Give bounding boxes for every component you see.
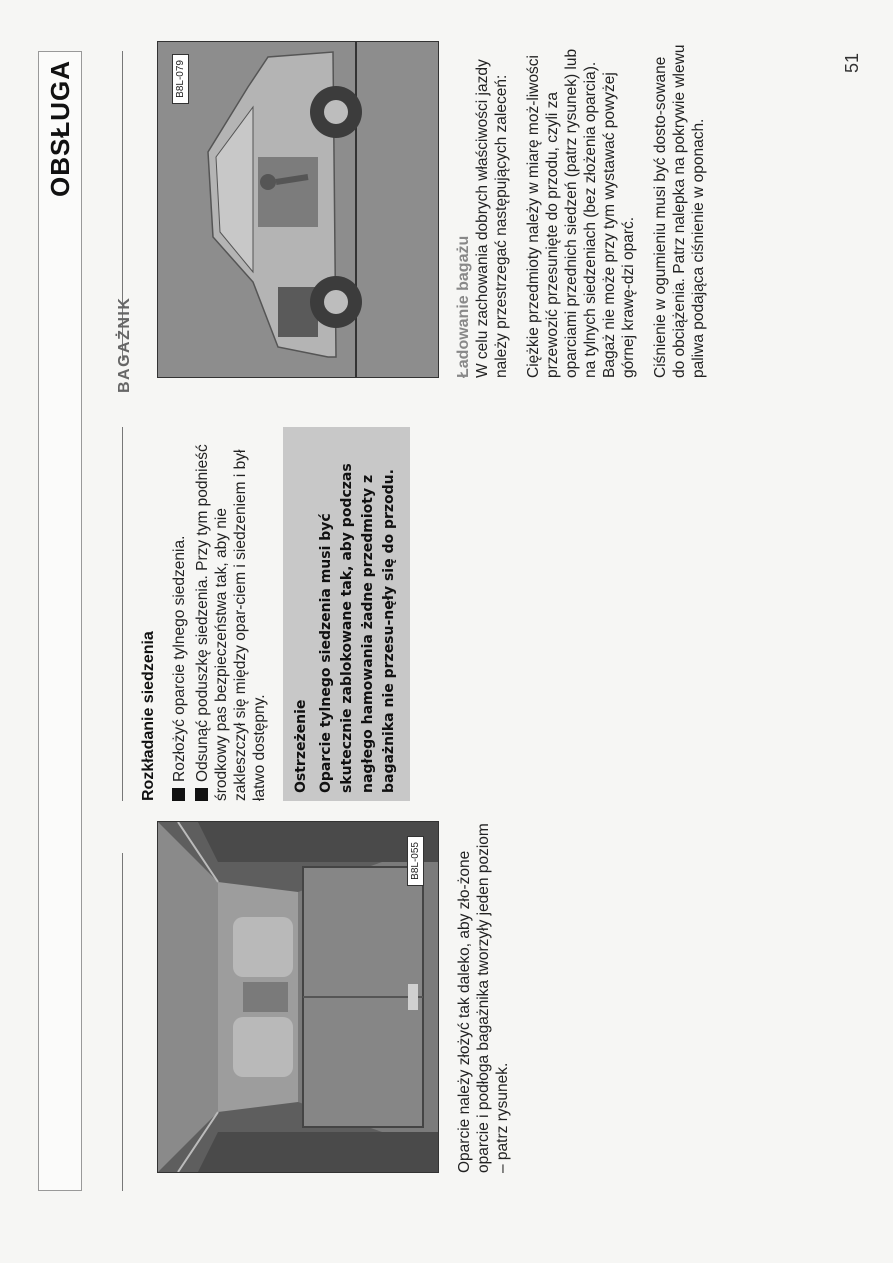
seat-unfolding-section <box>140 427 410 801</box>
section-heading: Rozkładanie siedzenia <box>140 631 157 801</box>
luggage-loading-section <box>455 38 721 378</box>
bullet-text: Odsunąć poduszkę siedzenia. Przy tym podnieść środkowy pas bezpieczeństwa tak, aby nie zakleszczył się między opar-ciem i siedzeniem i był łatwo dostępny. <box>194 444 268 801</box>
section-title: BAGAŻNIK <box>116 296 133 393</box>
bullet-text: Rozłożyć oparcie tylnego siedzenia. <box>171 535 188 782</box>
header-bar <box>38 51 82 1191</box>
bullet-item <box>193 427 269 801</box>
paragraph: Ciężkie przedmioty należy w miarę moż-liwości przewozić przesunięte do przodu, czyli za oparciami przednich siedzeń (patrz rysunek) lub na tylnych siedzeniach (bez złożenia oparcia). Bagaż nie może przy tym wystawać powyżej górnej krawę-dzi oparć. <box>525 48 637 378</box>
paragraph: Ciśnienie w ogumieniu musi być dosto-sowane do obciążenia. Patrz nalepka na pokrywie wlewu paliwa podająca ciśnienie w oponach. <box>652 44 707 378</box>
car-loading-illustration <box>158 42 438 377</box>
figure-label: B8L-079 <box>172 54 189 104</box>
paragraph: W celu zachowania dobrych właściwości jazdy należy przestrzegać następujących zaleceń: <box>474 59 510 378</box>
bullet-item <box>170 427 189 801</box>
car-side-figure <box>157 41 439 378</box>
warning-title: Ostrzeżenie <box>293 699 309 793</box>
column-rule-middle <box>122 427 123 801</box>
page-header-title: OBSŁUGA <box>45 60 75 197</box>
left-caption: Oparcie należy złożyć tak daleko, aby zło-żone oparcie i podłoga bagażnika tworzyły jeden poziom – patrz rysunek. <box>456 823 511 1173</box>
column-rule-left <box>122 853 123 1191</box>
warning-text: Oparcie tylnego siedzenia musi być skutecznie zablokowane tak, aby podczas nagłego hamowania żadne przedmioty z bagażnika nie przesu-nęły się do przodu. <box>318 463 397 793</box>
loading-heading: Ładowanie bagażu <box>455 235 472 378</box>
warning-box <box>283 427 410 801</box>
trunk-interior-illustration <box>158 822 438 1172</box>
trunk-interior-figure <box>157 821 439 1173</box>
bullet-square-icon <box>172 788 185 801</box>
bullet-square-icon <box>195 788 208 801</box>
figure-label: B8L-055 <box>407 836 424 886</box>
page-number: 51 <box>842 52 862 73</box>
